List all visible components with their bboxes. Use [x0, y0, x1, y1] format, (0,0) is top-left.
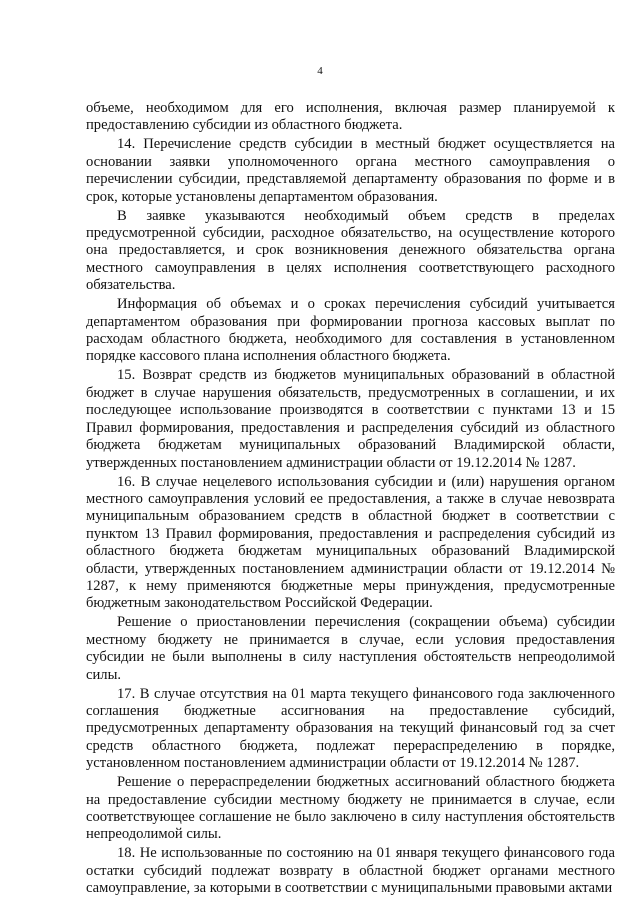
page-number: 4: [317, 65, 323, 77]
paragraph-cash-forecast: Информация об объемах и о сроках перечисления субсидий учитывается департаментом образования при формировании прогноза кассовых выплат по расходам областного бюджета, необходимого для составления в установленном порядке кассового плана исполнения областного бюджета.: [86, 296, 615, 365]
paragraph-redistribution-decision: Решение о перераспределении бюджетных ассигнований областного бюджета на предоставление субсидии местному бюджету не принимается в случае, если соответствующее соглашение не было заключено в силу наступления обстоятельств непреодолимой силы.: [86, 774, 615, 843]
paragraph-item-18: 18. Не использованные по состоянию на 01 января текущего финансового года остатки субсидий подлежат возврату в областной бюджет органами местного самоуправление, за которыми в соответствии с муниципальными правовыми актами: [86, 845, 615, 897]
paragraph-item-17: 17. В случае отсутствия на 01 марта текущего финансового года заключенного соглашения бюджетные ассигнования на предоставление субсидий, предусмотренных департаменту образования на текущий финансовый год за счет средств областного бюджета, подлежат перераспределению в порядке, установленном постановлением администрации области от 19.12.2014 № 1287.: [86, 685, 615, 772]
paragraph-suspension-decision: Решение о приостановлении перечисления (сокращении объема) субсидии местному бюджету не принимается в случае, если условия предоставления субсидии не были выполнены в силу наступления обстоятельств непреодолимой силы.: [86, 614, 615, 683]
paragraph-item-14: 14. Перечисление средств субсидии в местный бюджет осуществляется на основании заявки уполномоченного органа местного самоуправления о перечислении субсидии, представляемой департаменту образования по форме и в срок, которые установлены департаментом образования.: [86, 136, 615, 205]
document-body: [86, 100, 615, 898]
paragraph-item-15: 15. Возврат средств из бюджетов муниципальных образований в областной бюджет в случае нарушения обязательств, предусмотренных в соглашении, и их последующее использование производятся в соответствии с пунктами 13 и 15 Правил формирования, предоставления и распределения субсидий из областного бюджета бюджетам муниципальных образований Владимирской области, утвержденных постановлением администрации области от 19.12.2014 № 1287.: [86, 367, 615, 471]
paragraph-item-16: 16. В случае нецелевого использования субсидии и (или) нарушения органом местного самоуправления условий ее предоставления, а также в случае невозврата муниципальным образованием средств в областной бюджет в соответствии с пунктом 13 Правил формирования, предоставления и распределения субсидий из областного бюджета бюджетам муниципальных образований Владимирской области, утвержденных постановлением администрации области от 19.12.2014 № 1287, к нему применяются бюджетные меры принуждения, предусмотренные бюджетным законодательством Российской Федерации.: [86, 473, 615, 612]
paragraph-application-contents: В заявке указываются необходимый объем средств в пределах предусмотренной субсидии, расходное обязательство, на осуществление которого она предоставляется, и срок возникновения денежного обязательства органа местного самоуправления в целях исполнения соответствующего расходного обязательства.: [86, 207, 615, 294]
paragraph-continuation: объеме, необходимом для его исполнения, включая размер планируемой к предоставлению субсидии из областного бюджета.: [86, 100, 615, 134]
